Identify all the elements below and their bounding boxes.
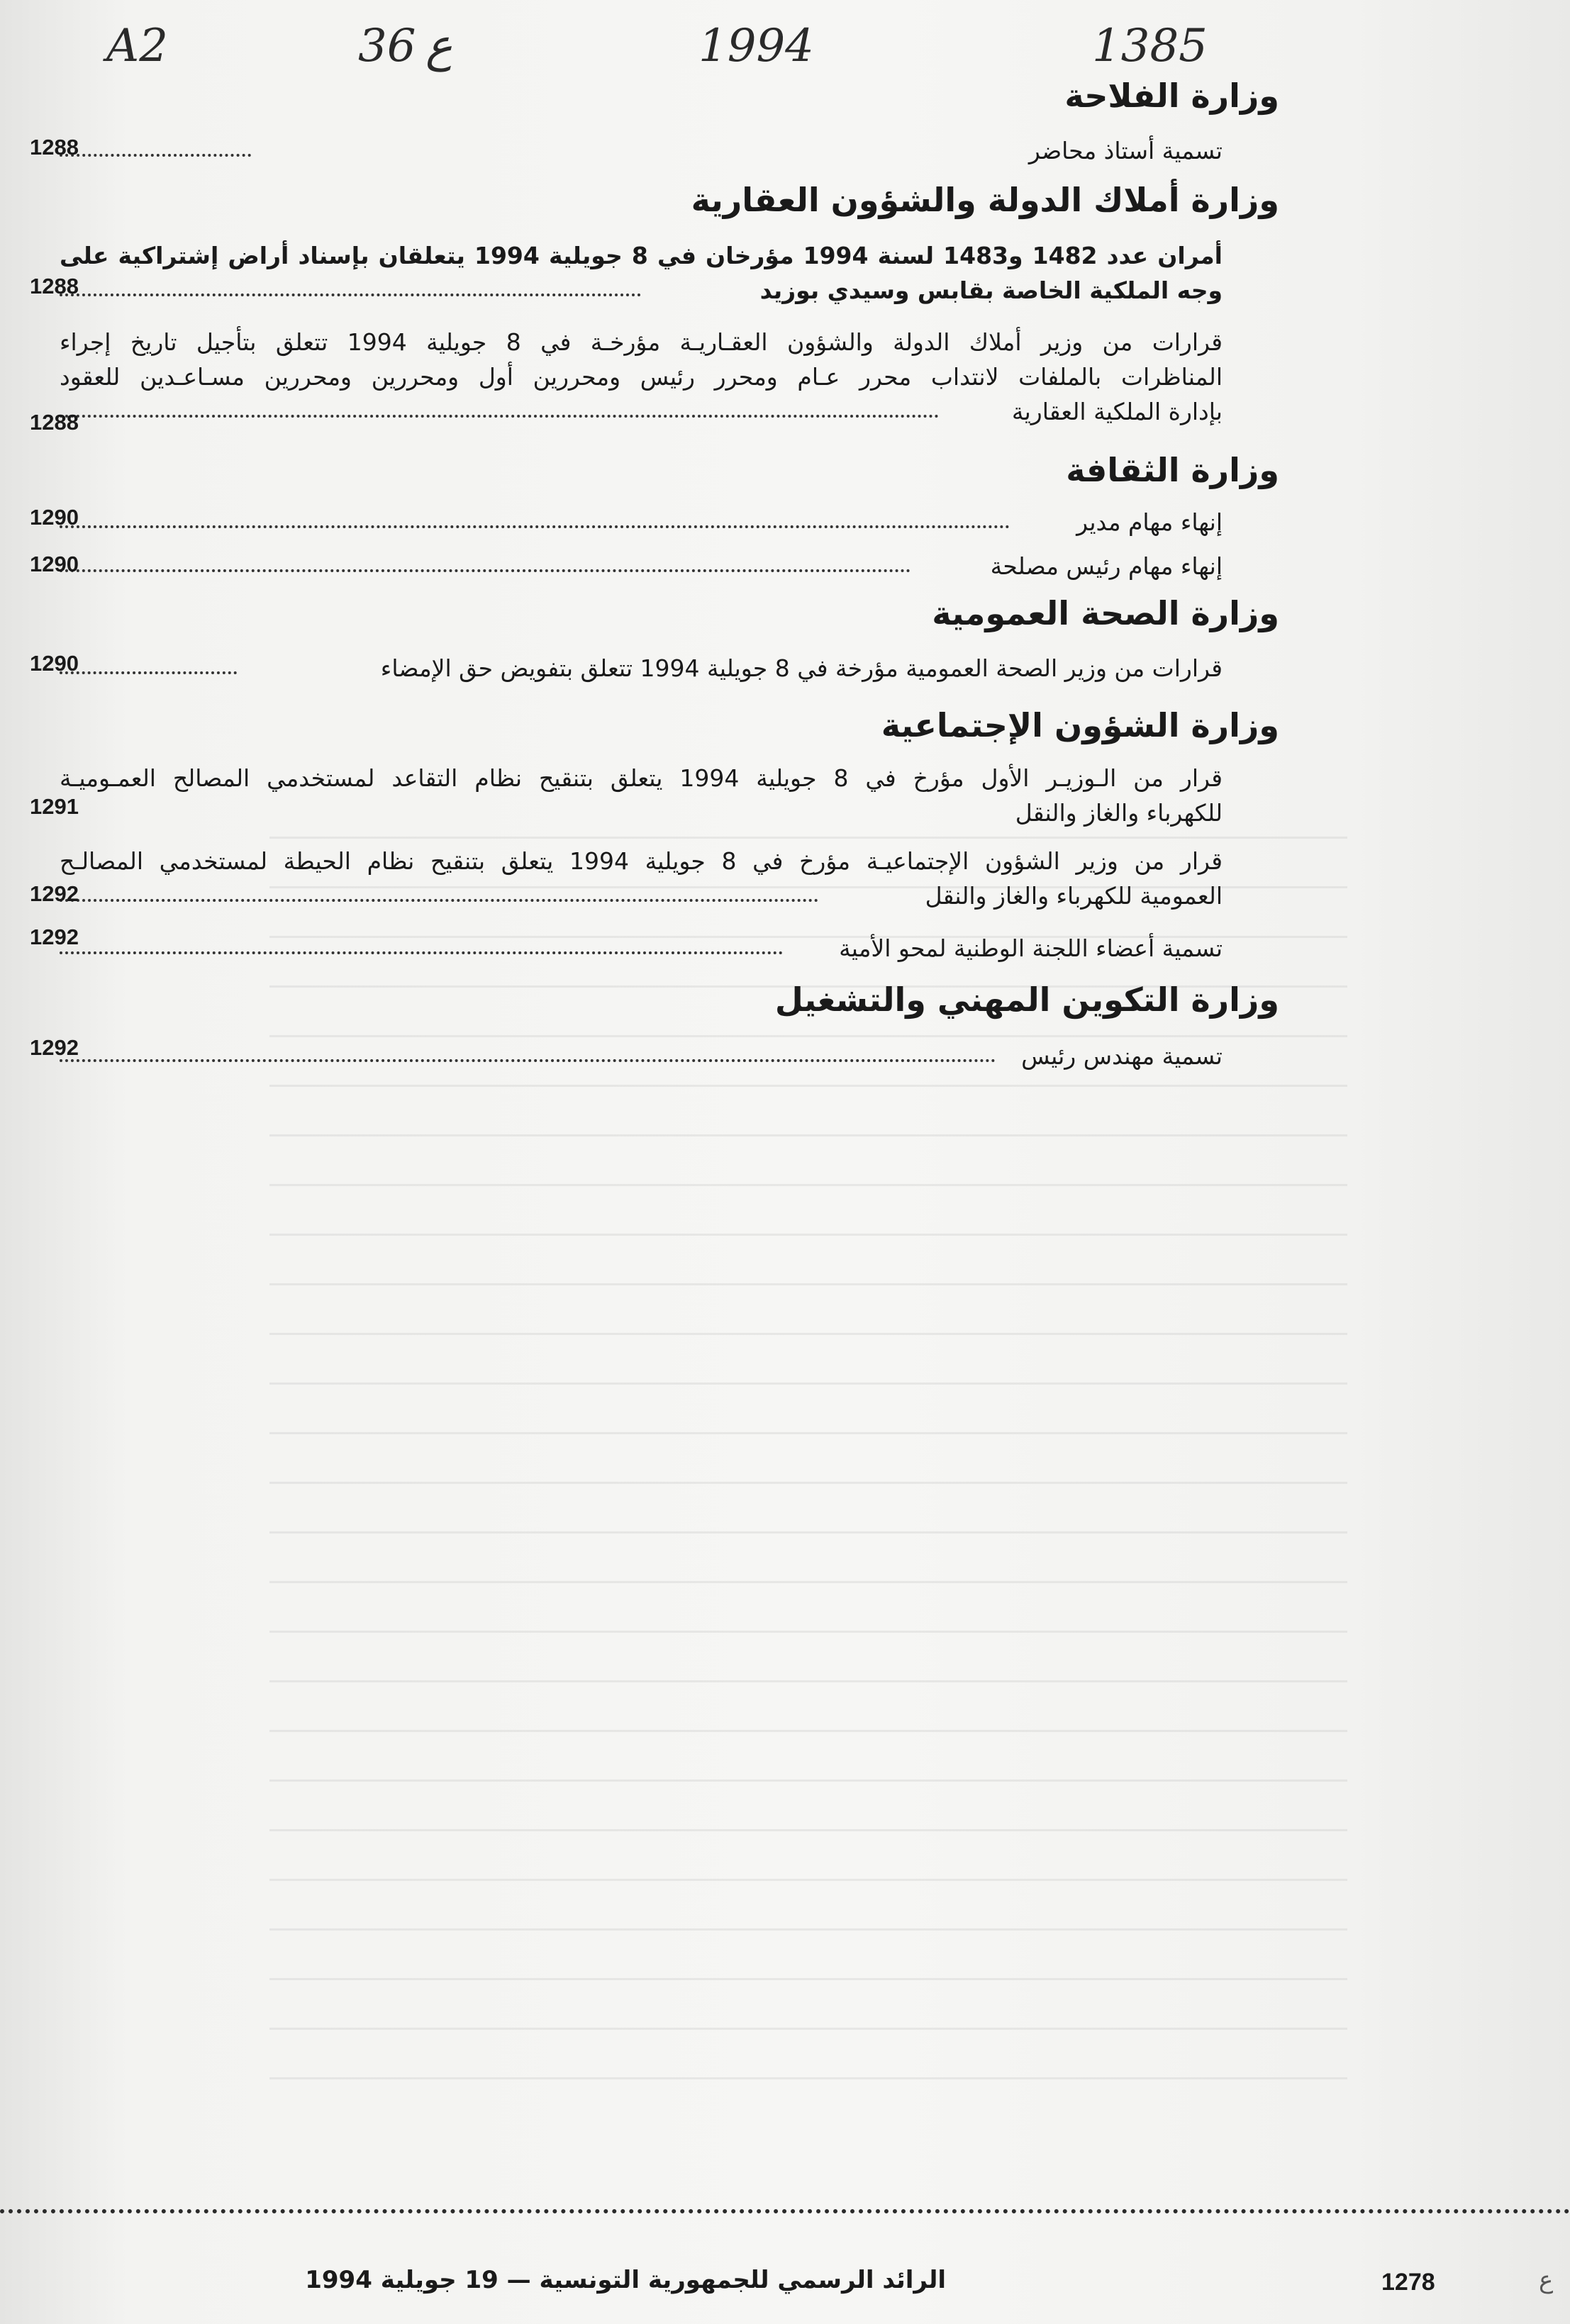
handwritten-mark: ع (425, 20, 453, 72)
handwritten-mark: 36 (358, 20, 416, 72)
handwritten-mark: A2 (106, 20, 168, 72)
page-number: 1290 (30, 505, 79, 530)
entry-text: وجه الملكية الخاصة بقابس وسيدي بوزيد (759, 276, 1223, 304)
toc-entry[interactable] (60, 238, 1223, 308)
entry-text: بإدارة الملكية العقارية (1011, 398, 1223, 425)
page-number: 1292 (30, 924, 79, 949)
entry-text: تسمية أستاذ محاضر (1028, 137, 1223, 164)
dot-leader (60, 294, 641, 296)
entry-text: قرار من الـوزيـر الأول مؤرخ في 8 جويلية 1994 يتعلق بتنقيح نظام التقاعد لمستخدمي المصالح العمـوميـة (60, 764, 1223, 792)
page-number: 1290 (30, 552, 79, 576)
entry-text: تسمية أعضاء اللجنة الوطنية لمحو الأمية (839, 934, 1223, 962)
section-heading: وزارة الفلاحة (1064, 77, 1279, 115)
toc-entry[interactable] (60, 931, 1223, 966)
entry-text: العمومية للكهرباء والغاز والنقل (925, 882, 1223, 910)
footer-divider (0, 2209, 1570, 2213)
page-number: 1288 (30, 274, 79, 298)
dot-leader (60, 569, 911, 572)
section-heading: وزارة الصحة العمومية (932, 594, 1279, 632)
footer-page-number: 1278 (1381, 2269, 1435, 2296)
entry-text: أمران عدد 1482 و1483 لسنة 1994 مؤرخان في 8 جويلية 1994 يتعلقان بإسناد أراض إشتراكية على (60, 242, 1223, 269)
entry-text: تسمية مهندس رئيس (1021, 1042, 1223, 1070)
dot-leader (60, 951, 783, 954)
footer-title: الرائد الرسمي للجمهورية التونسية — 19 جويلية 1994 (305, 2266, 946, 2294)
entry-text: للكهرباء والغاز والنقل (1015, 799, 1223, 827)
dot-leader (60, 154, 251, 157)
toc-entry[interactable] (60, 844, 1223, 913)
handwritten-mark: 1385 (1092, 20, 1208, 72)
page-number: 1291 (30, 794, 79, 819)
entry-text: إنهاء مهام رئيس مصلحة (990, 552, 1223, 580)
dot-leader (60, 899, 818, 902)
page-number: 1292 (30, 881, 79, 906)
entry-text: إنهاء مهام مدير (1076, 508, 1223, 536)
page-number: 1292 (30, 1035, 79, 1060)
toc-entry[interactable] (60, 133, 1223, 168)
toc-entry[interactable] (60, 325, 1223, 429)
dot-leader (60, 415, 939, 418)
section-heading: وزارة التكوين المهني والتشغيل (774, 981, 1279, 1019)
entry-text: قرارات من وزير أملاك الدولة والشؤون العقـاريـة مؤرخـة في 8 جويلية 1994 تتعلق بتأجيل تاريخ إجراء (60, 328, 1223, 356)
page-number: 1290 (30, 651, 79, 676)
entry-text: المناظرات بالملفات لانتداب محرر عـام ومحرر رئيس ومحررين أول ومحررين ومحررين مسـاعـدين للعقود (60, 363, 1223, 391)
toc-entry[interactable] (60, 549, 1223, 583)
page-number: 1288 (30, 410, 79, 435)
handwritten-mark: 1994 (698, 20, 814, 72)
section-heading: وزارة الثقافة (1066, 451, 1279, 489)
section-heading: وزارة أملاك الدولة والشؤون العقارية (691, 181, 1279, 219)
toc-entry[interactable] (60, 505, 1223, 540)
toc-entry[interactable] (60, 651, 1223, 686)
entry-text: قرارات من وزير الصحة العمومية مؤرخة في 8 جويلية 1994 تتعلق بتفويض حق الإمضاء (380, 654, 1223, 682)
page-number: 1288 (30, 135, 79, 160)
toc-entry[interactable] (60, 761, 1223, 830)
dot-leader (60, 525, 1010, 528)
section-heading: وزارة الشؤون الإجتماعية (881, 706, 1279, 744)
dot-leader (60, 1059, 996, 1062)
edge-mark: ع (1539, 2266, 1554, 2294)
entry-text: قرار من وزير الشؤون الإجتماعيـة مؤرخ في 8 جويلية 1994 يتعلق بتنقيح نظام الحيطة لمستخدمي المصالـح (60, 847, 1223, 875)
toc-entry[interactable] (60, 1039, 1223, 1073)
dot-leader (60, 671, 237, 674)
